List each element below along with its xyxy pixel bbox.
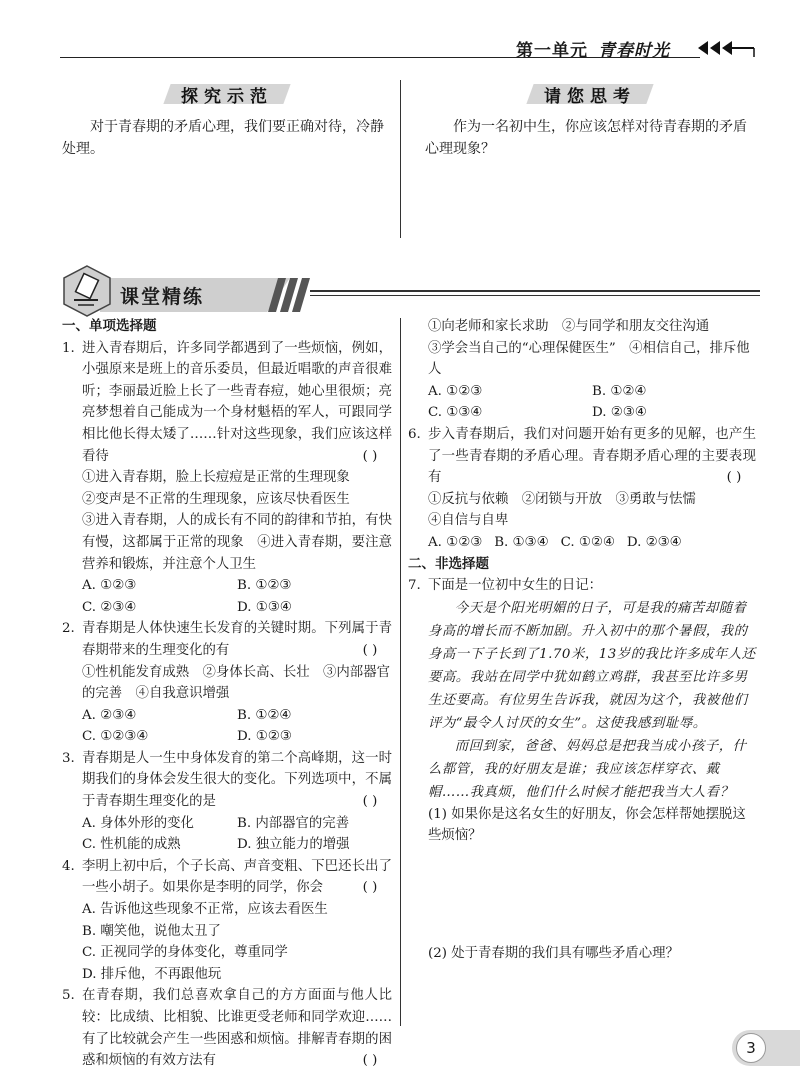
statement-item: ③学会当自己的“心理保健医生” ④相信自己，排斥他人 [428,340,750,378]
option-c: C. 正视同学的身体变化，尊重同学 [82,945,288,961]
question-stem: 在青春期，我们总喜欢拿自己的方方面面与他人比较：比成绩、比相貌、比谁更受老师和同学欢迎……有了比较就会产生一些困惑和烦恼。排解青春期的困惑和烦恼的有效方法有 [82,988,392,1069]
option-d: D. 排斥他，不再跟他玩 [82,966,222,982]
question-stem: 进入青春期后，许多同学都遇到了一些烦恼，例如，小强原来是班上的音乐委员，但最近唱歌的声音很难听；李丽最近脸上长了一些青春痘，她心里很烦；亮亮梦想着自己能成为一个身材魁梧的军人，可跟同学相比他长得太矮了……针对这些现象，我们应该这样看待 [82,340,392,464]
question-number: 5. [62,988,75,1004]
question-stem: 李明上初中后，个子长高、声音变粗、下巴还长出了一些小胡子。如果你是李明的同学，你会 [82,858,392,896]
question-number: 4. [62,858,75,874]
option-b: B. ①②④ [592,383,647,399]
page-number-badge [732,1030,800,1066]
question-stem: 青春期是人体快速生长发育的关键时期。下列属于青春期带来的生理变化的有 [82,621,392,658]
option-b: B. ①②③ [237,578,292,594]
option-a: A. ②③④ [82,707,137,723]
header-arrows-icon [698,39,756,57]
option-d: D. ①③④ [237,599,292,615]
option-c: C. ①②③④ [82,729,149,745]
option-a: A. ①②③ [428,534,483,550]
question-6 [408,424,756,554]
question-stem: 青春期是人一生中身体发育的第二个高峰期，这一时期我们的身体会发生很大的变化。下列选项中，不属于青春期生理变化的是 [82,750,392,810]
statement-item: ④自信与自卑 [428,513,509,529]
practice-banner [60,264,760,320]
answer-bracket: ( ) [362,448,378,464]
question-stem: 下面是一位初中女生的日记： [428,578,603,594]
option-c: C. ②③④ [82,599,137,615]
option-b: B. 嘲笑他，说他太丑了 [82,923,221,939]
think-box [425,78,755,228]
option-b: B. ①③④ [494,534,549,550]
option-b: B. 内部器官的完善 [237,815,350,831]
question-number: 6. [408,426,421,442]
answer-bracket: ( ) [362,794,378,810]
right-column [408,316,756,965]
diary-paragraph: 而回到家，爸爸、妈妈总是把我当成小孩子，什么都管，我的好朋友是谁；我应该怎样穿衣、戴帽……我真烦，他们什么时候才能把我当大人看？ [428,738,747,800]
answer-bracket: ( ) [362,880,378,896]
statement-item: ③进入青春期，人的成长有不同的韵律和节拍，有快有慢，这都属于正常的现象 ④进入青春期，要注意营养和锻炼，并注意个人卫生 [82,513,392,572]
explore-divider [400,80,401,238]
left-column [62,316,392,1072]
option-a: A. ①②③ [428,383,483,399]
answer-bracket: ( ) [726,470,742,486]
header-unit: 第一单元 [516,41,588,61]
answer-space-1 [428,847,756,943]
option-c: C. ①②④ [560,534,615,550]
option-b: B. ①②④ [237,707,292,723]
question-number: 3. [62,750,75,766]
answer-bracket: ( ) [362,1053,378,1069]
think-title: 请您思考 [544,87,636,107]
banner-stripes [268,278,316,312]
question-4 [62,856,392,986]
think-text: 作为一名初中生，你应该怎样对待青春期的矛盾心理现象？ [425,119,747,157]
question-7 [408,575,756,964]
diary-paragraph: 今天是个阳光明媚的日子，可是我的痛苦却随着身高的增长而不断加剧。升入初中的那个暑假，我的身高一下子长到了1.70米，13岁的我比许多成年人还要高。我站在同学中犹如鹤立鸡群，我甚至比许多男生还要高。有位男生告诉我，就因为这个，我被他们评为“最令人讨厌的女生”。这使我感到耻辱。 [428,600,756,731]
answer-bracket: ( ) [362,642,378,658]
question-5-continued [408,316,756,424]
option-d: D. ②③④ [592,405,647,421]
question-number: 1. [62,340,75,356]
option-d: D. ②③④ [626,534,682,550]
page-number: 3 [736,1033,766,1063]
question-5 [62,985,392,1071]
header-title: 青春时光 [598,41,670,61]
statement-item: ①性机能发育成熟 ②身体长高、长壮 ③内部器官的完善 ④自我意识增强 [82,664,390,702]
option-d: D. 独立能力的增强 [237,837,350,853]
sub-question-1: (1) 如果你是这名女生的好朋友，你会怎样帮她摆脱这些烦恼？ [428,806,746,844]
option-d: D. ①②③ [237,729,292,745]
practice-banner-label: 课堂精练 [120,286,205,308]
statement-item: ①进入青春期，脸上长痘痘是正常的生理现象 [82,470,350,486]
explore-demo-tag [161,78,293,108]
question-stem: 步入青春期后，我们对问题开始有更多的见解，也产生了一些青春期的矛盾心理。青春期矛盾心理的主要表现有 [428,426,756,486]
question-number: 7. [408,578,421,594]
option-a: A. 告诉他这些现象不正常，应该去看医生 [82,902,328,918]
question-1 [62,338,392,619]
section-heading-choice: 一、单项选择题 [62,318,157,334]
option-c: C. ①③④ [428,405,483,421]
question-number: 2. [62,621,75,637]
statement-item: ①反抗与依赖 ②闭锁与开放 ③勇敢与怯懦 [428,491,696,507]
pencil-badge-icon [60,264,114,318]
column-divider [400,318,401,1026]
option-c: C. 性机能的成熟 [82,837,181,853]
explore-demo-text: 对于青春期的矛盾心理，我们要正确对待，冷静处理。 [62,119,384,157]
header-unit-title [516,36,670,61]
statement-item: ②变声是不正常的生理现象，应该尽快看医生 [82,491,350,507]
explore-demo-box [62,78,392,228]
page-header [60,30,760,62]
question-2 [62,618,392,748]
statement-item: ①向老师和家长求助 ②与同学和朋友交往沟通 [428,319,710,334]
section-heading-open: 二、非选择题 [408,555,489,572]
option-a: A. 身体外形的变化 [82,815,194,831]
sub-question-2: (2) 处于青春期的我们具有哪些矛盾心理？ [428,945,679,961]
think-tag [524,78,656,108]
option-a: A. ①②③ [82,578,137,594]
explore-demo-title: 探究示范 [181,87,273,107]
question-3 [62,748,392,856]
